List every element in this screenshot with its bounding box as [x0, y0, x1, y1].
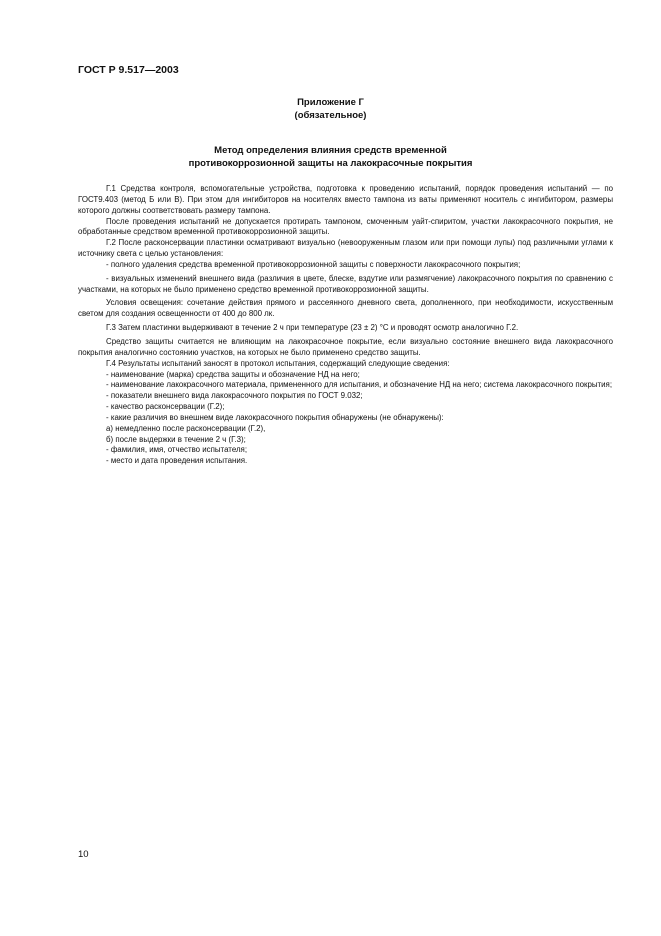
document-body — [78, 184, 613, 467]
list-item: - качество расконсервации (Г.2); — [106, 402, 225, 412]
page-number: 10 — [78, 849, 89, 860]
sub-list-item: б) после выдержки в течение 2 ч (Г.3); — [106, 434, 246, 444]
document-header: ГОСТ Р 9.517—2003 — [78, 64, 179, 76]
list-item: - полного удаления средства временной противокоррозионной защиты с поверхности лакокрасочного покрытия; — [106, 259, 521, 269]
appendix-status: (обязательное) — [294, 110, 367, 121]
list-item: - фамилия, имя, отчество испытателя; — [106, 445, 248, 455]
paragraph-g1: Г.1 Средства контроля, вспомогательные устройства, подготовка к проведению испытаний, порядок проведения испытаний — по ГОСТ9.403 (метод Б или В). При этом для ингибиторов на носителях вместо тампона из ваты применяют носитель с ингибитором, размеры которого должны соответствовать размеру тампона. — [78, 184, 613, 215]
section-title — [78, 144, 583, 170]
title-line-1: Метод определения влияния средств временной — [214, 145, 447, 156]
paragraph: Средство защиты считается не влияющим на лакокрасочное покрытие, если визуально состояние внешнего вида лакокрасочного покрытия аналогично состоянию участков, на которых не было применено средство защиты. — [78, 336, 613, 357]
list-item: - место и дата проведения испытания. — [106, 456, 248, 466]
paragraph: Условия освещения: сочетание действия прямого и рассеянного дневного света, дополненного, при необходимости, искусственным светом для создания освещенности от 400 до 800 лк. — [78, 298, 613, 319]
sub-list-item: а) немедленно после расконсервации (Г.2), — [106, 423, 266, 433]
list-item: - какие различия во внешнем виде лакокрасочного покрытия обнаружены (не обнаружены): — [106, 412, 444, 422]
paragraph-g2: Г.2 После расконсервации пластинки осматривают визуально (невооруженным глазом или при помощи лупы) под различными углами к источнику света с целью установления: — [78, 238, 613, 259]
paragraph-g4: Г.4 Результаты испытаний заносят в протокол испытания, содержащий следующие сведения: — [106, 358, 450, 368]
appendix-heading — [78, 96, 583, 122]
list-item: - наименование (марка) средства защиты и обозначение НД на него; — [106, 369, 360, 379]
list-item: - визуальных изменений внешнего вида (различия в цвете, блеске, вздутие или размягчение) лакокрасочного покрытия по сравнению с участками, на которых не было применено средство временной противокоррозионной защиты. — [78, 273, 613, 294]
paragraph-g3: Г.3 Затем пластинки выдерживают в течение 2 ч при температуре (23 ± 2) °С и проводят осмотр аналогично Г.2. — [106, 323, 519, 333]
list-item: - показатели внешнего вида лакокрасочного покрытия по ГОСТ 9.032; — [106, 391, 363, 401]
paragraph: После проведения испытаний не допускается протирать тампоном, смоченным уайт-спиритом, участки лакокрасочного покрытия, не обработанные средством временной противокоррозионной защиты. — [78, 216, 613, 237]
list-item: - наименование лакокрасочного материала, примененного для испытания, и обозначение НД на него; система лакокрасочного покрытия; — [106, 380, 613, 390]
title-line-2: противокоррозионной защиты на лакокрасочные покрытия — [188, 158, 473, 169]
appendix-label: Приложение Г — [297, 97, 364, 108]
